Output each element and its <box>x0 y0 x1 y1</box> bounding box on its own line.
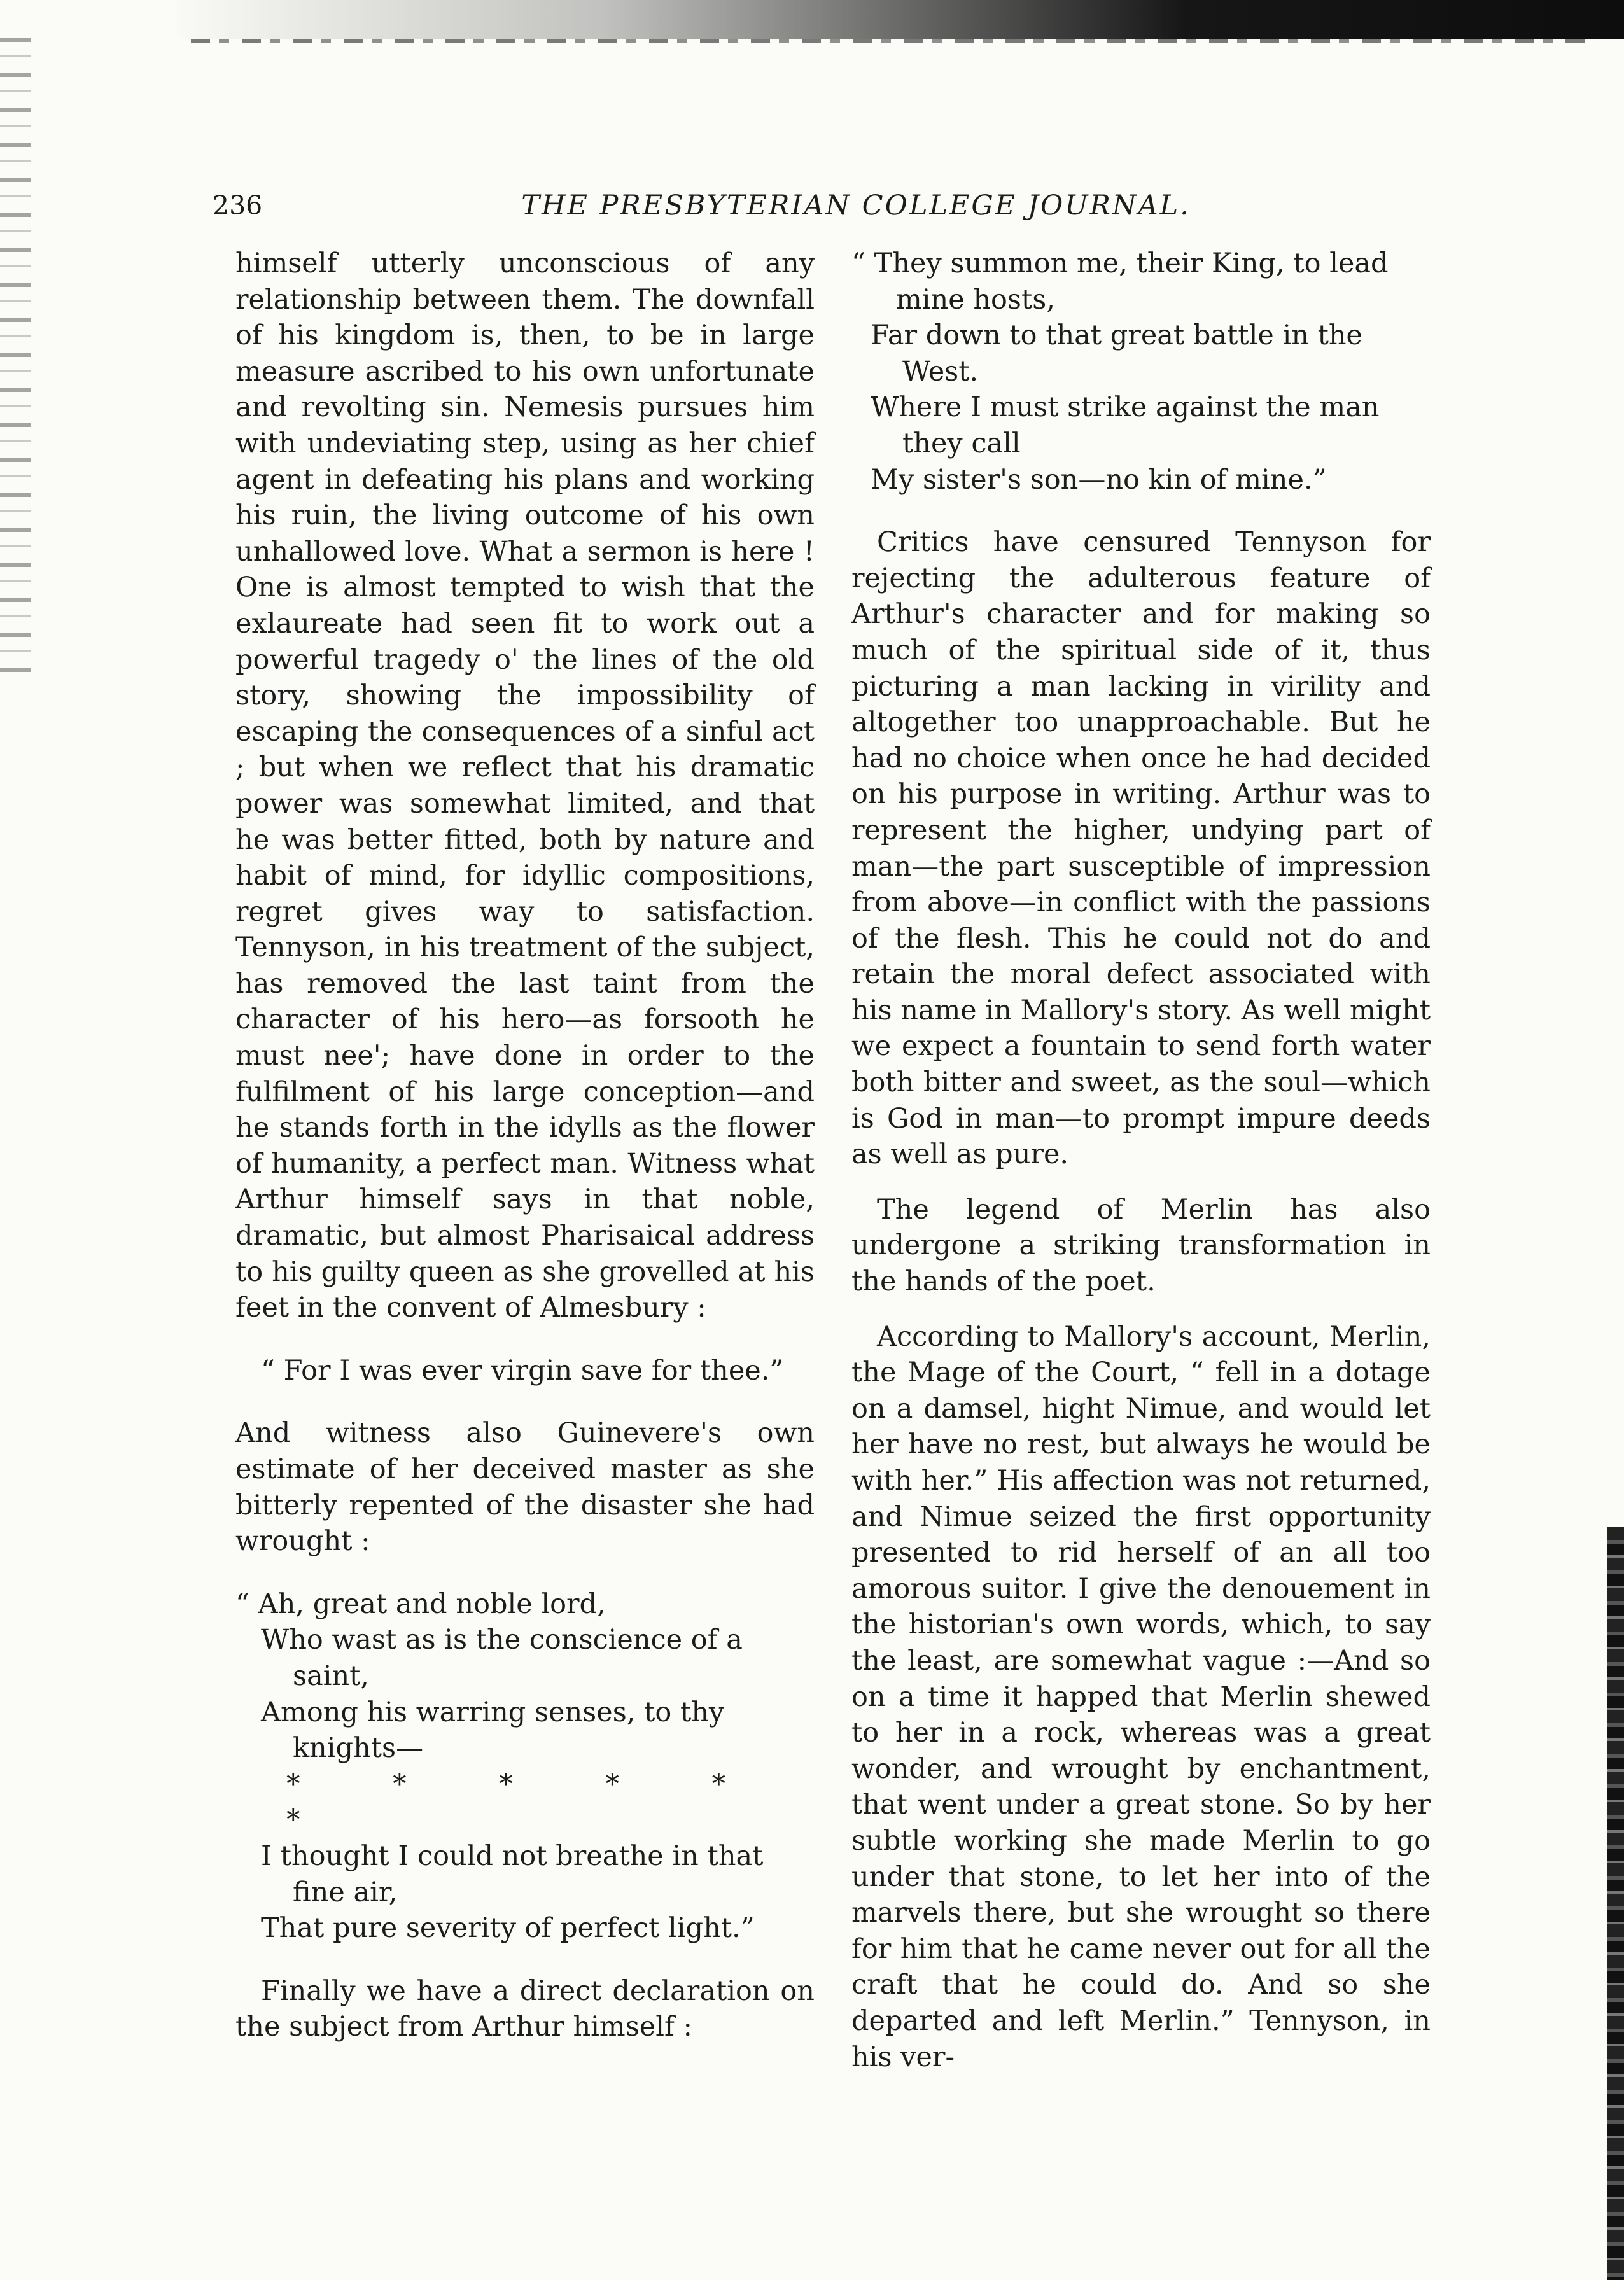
verse-line: My sister's son—no kin of mine.” <box>871 463 1327 496</box>
verse-line: “ They summon me, their King, to lead mine hosts, <box>851 248 1389 316</box>
scan-left-edge <box>0 38 31 675</box>
paragraph: And witness also Guinevere's own estimate of her deceived master as she bitterly repented of the disaster she had wrought : <box>235 1417 815 1558</box>
verse-line: I thought I could not breathe in that fine air, <box>261 1840 764 1908</box>
paragraph: The legend of Merlin has also undergone a striking transformation in the hands of the poet. <box>851 1193 1431 1298</box>
left-column <box>235 246 815 2045</box>
paragraph: Finally we have a direct declaration on the subject from Arthur himself : <box>235 1975 815 2043</box>
scan-right-edge <box>1607 1527 1624 2280</box>
running-title: THE PRESBYTERIAN COLLEGE JOURNAL. <box>521 190 1191 221</box>
page-number: 236 <box>213 190 263 221</box>
scan-top-rule <box>191 39 1591 43</box>
verse-line: Among his warring senses, to thy knights— <box>261 1696 725 1765</box>
right-column <box>851 246 1431 2075</box>
verse-line: Who wast as is the conscience of a saint, <box>261 1624 743 1692</box>
scan-top-band <box>165 0 1624 39</box>
verse-line: Where I must strike against the man they call <box>871 391 1380 459</box>
paragraph: According to Mallory's account, Merlin, the Mage of the Court, “ fell in a dotage on a damsel, hight Nimue, and would let her have no rest, but always he would be with her.” His affection was not returned, and Nimue seized the first opportunity presented to rid herself of an all too amorous suitor. I give the denouement in the historian's own words, which, to say the least, are somewhat vague :—And so on a time it happed that Merlin shewed to her in a rock, whereas was a great wonder, and wrought by enchantment, that went under a great stone. So by her subtle working she made Merlin to go under that stone, to let her into of the marvels there, but she wrought so there for him that he came never out for all the craft that he could do. And so she departed and left Merlin.” Tennyson, in his ver- <box>851 1320 1431 2073</box>
ellipsis-stars: * * * * * * <box>286 1768 768 1836</box>
block-quote: “ For I was ever virgin save for thee.” <box>261 1354 784 1387</box>
verse-line: “ Ah, great and noble lord, <box>235 1588 606 1620</box>
paragraph: himself utterly unconscious of any relationship between them. The downfall of his kingdom is, then, to be in large measure ascribed to his own unfortunate and revolting sin. Nemesis pursues him with undeviating step, using as her chief agent in defeating his plans and working his ruin, the living outcome of his own unhallowed love. What a sermon is here ! One is almost tempted to wish that the exlaureate had seen fit to work out a powerful tragedy o' the lines of the old story, showing the impossibility of escaping the consequences of a sinful act ; but when we reflect that his dramatic power was somewhat limited, and that he was better fitted, both by nature and habit of mind, for idyllic compositions, regret gives way to satisfaction. Tennyson, in his treatment of the subject, has removed the last taint from the character of his hero—as forsooth he must nee'; have done in order to the fulfilment of his large conception—and he stands forth in the idylls as the flower of humanity, a perfect man. Witness what Arthur himself says in that noble, dramatic, but almost Pharisaical address to his guilty queen as she grovelled at his feet in the convent of Almesbury : <box>235 248 815 1324</box>
page-header <box>204 183 1432 228</box>
paragraph: Critics have censured Tennyson for rejecting the adulterous feature of Arthur's character and for making so much of the spiritual side of it, thus picturing a man lacking in virility and altogether too unapproachable. But he had no choice when once he had decided on his purpose in writing. Arthur was to represent the higher, undying part of man—the part susceptible of impression from above—in conflict with the passions of the flesh. This he could not do and retain the moral defect associated with his name in Mallory's story. As well might we expect a fountain to send forth water both bitter and sweet, as the soul—which is God in man—to prompt impure deeds as well as pure. <box>851 526 1431 1171</box>
verse-line: That pure severity of perfect light.” <box>261 1912 755 1945</box>
verse-line: Far down to that great battle in the West. <box>871 319 1362 388</box>
